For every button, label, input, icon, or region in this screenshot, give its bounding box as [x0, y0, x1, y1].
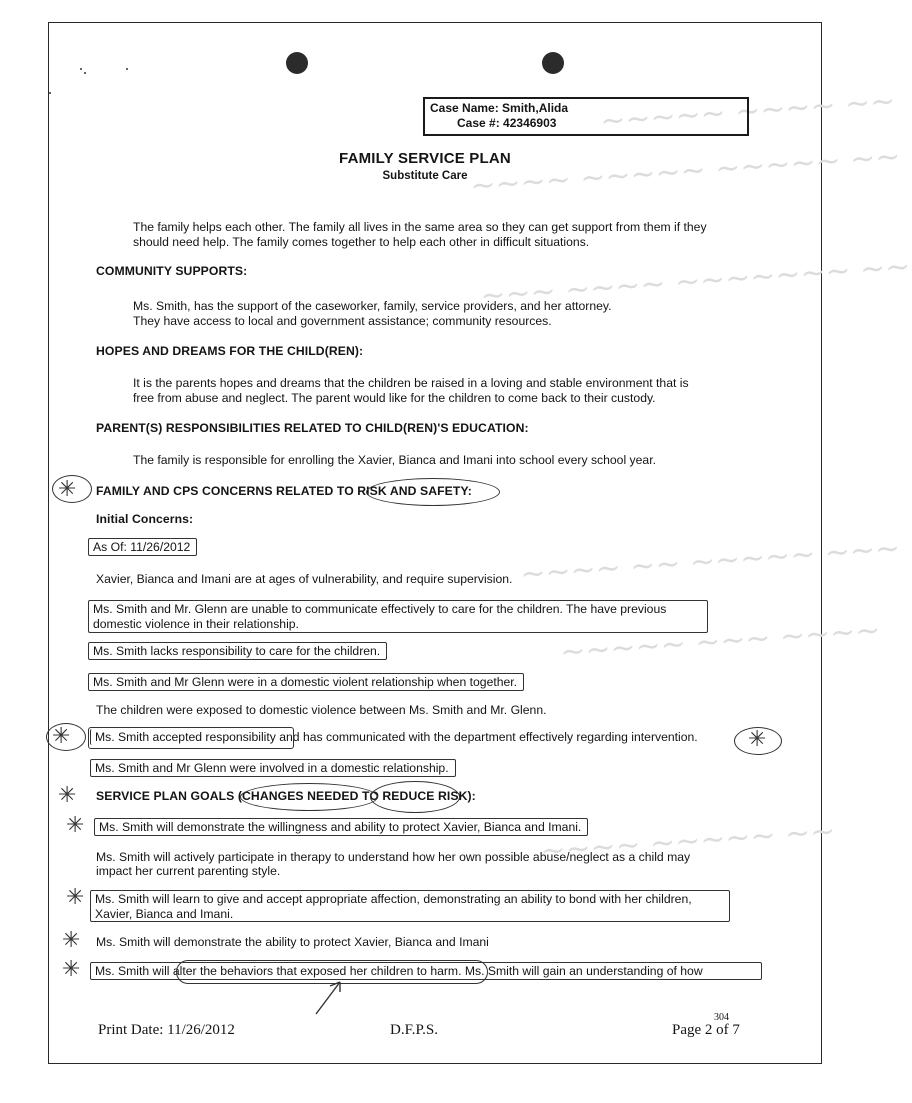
initial-concerns-heading: Initial Concerns:: [96, 512, 194, 526]
hole-punch-right: [542, 52, 564, 74]
concern-5: The children were exposed to domestic violence between Ms. Smith and Mr. Glenn.: [96, 703, 547, 717]
hole-punch-left: [286, 52, 308, 74]
asterisk-mark-icon: ✳: [52, 723, 71, 748]
hand-box-accepted: [88, 727, 294, 749]
asterisk-mark-icon: ✳: [748, 726, 767, 751]
case-info-box: [423, 97, 749, 136]
goal-5-box: Ms. Smith will alter the behaviors that exposed her children to harm. Ms. Smith will gain an understanding of how: [90, 962, 762, 980]
concern-2-line-2: domestic violence in their relationship.: [93, 616, 299, 631]
print-date: Print Date: 11/26/2012: [98, 1022, 235, 1038]
page-number: Page 2 of 7: [672, 1022, 740, 1038]
concerns-heading: FAMILY AND CPS CONCERNS RELATED TO RISK AND SAFETY:: [96, 484, 472, 498]
education-heading: PARENT(S) RESPONSIBILITIES RELATED TO CHILD(REN)'S EDUCATION:: [96, 421, 529, 435]
community-line-1: Ms. Smith, has the support of the caseworker, family, service providers, and her attorney.: [133, 299, 612, 313]
goal-1-box: Ms. Smith will demonstrate the willingness and ability to protect Xavier, Bianca and Imani.: [94, 818, 588, 836]
concern-6: Ms. Smith accepted responsibility and has communicated with the department effectively regarding intervention.: [90, 729, 704, 745]
page-title: FAMILY SERVICE PLAN: [339, 150, 511, 167]
speck: [49, 92, 51, 94]
agency-label: D.F.P.S.: [390, 1022, 438, 1038]
concern-4-box: Ms. Smith and Mr Glenn were in a domestic violent relationship when together.: [88, 673, 524, 691]
concern-2-line-1: Ms. Smith and Mr. Glenn are unable to communicate effectively to care for the children. The have previous: [93, 602, 667, 616]
case-number-value: 42346903: [503, 116, 557, 130]
goal-3-line-1: Ms. Smith will learn to give and accept appropriate affection, demonstrating an ability to bond with her children,: [95, 892, 692, 906]
hand-circle: [52, 475, 92, 503]
as-of-date-box: As Of: 11/26/2012: [88, 538, 197, 556]
hand-circle: [46, 723, 86, 751]
case-number-label: Case #:: [457, 116, 500, 130]
concern-3-box: Ms. Smith lacks responsibility to care for the children.: [88, 642, 387, 660]
asterisk-mark-icon: ✳: [62, 927, 81, 952]
intro-line-2: should need help. The family comes together to help each other in difficult situations.: [133, 235, 590, 249]
bleed-through-handwriting: ~~~ ~~~~ ~~~~~~~ ~~: [479, 249, 912, 314]
speck: [126, 68, 128, 70]
bleed-through-handwriting: ~~~~ ~~~~~ ~~~~~ ~~: [469, 139, 902, 204]
asterisk-mark-icon: ✳: [58, 476, 77, 501]
page-subtitle: Substitute Care: [382, 170, 468, 182]
goal-2-line-1: Ms. Smith will actively participate in therapy to understand how her own possible abuse/neglect as a child may: [96, 850, 691, 864]
bates-stamp: 304: [714, 1012, 729, 1023]
goal-2-line-2: impact her current parenting style.: [96, 864, 281, 878]
goals-heading: SERVICE PLAN GOALS (CHANGES NEEDED TO REDUCE RISK):: [96, 789, 476, 803]
education-line-1: The family is responsible for enrolling the Xavier, Bianca and Imani into school every school year.: [133, 453, 656, 467]
asterisk-mark-icon: ✳: [62, 956, 81, 981]
speck: [80, 68, 82, 70]
bleed-through-handwriting: ~~~~~ ~~~ ~~~~: [559, 612, 882, 671]
goal-4: Ms. Smith will demonstrate the ability to protect Xavier, Bianca and Imani: [96, 935, 489, 949]
hopes-heading: HOPES AND DREAMS FOR THE CHILD(REN):: [96, 344, 364, 358]
goal-3-box: [90, 890, 730, 922]
hopes-line-1: It is the parents hopes and dreams that the children be raised in a loving and stable environment that is: [133, 376, 689, 390]
concern-7-box: Ms. Smith and Mr Glenn were involved in a domestic relationship.: [90, 759, 456, 777]
asterisk-mark-icon: ✳: [58, 782, 77, 807]
concern-1: Xavier, Bianca and Imani are at ages of vulnerability, and require supervision.: [96, 572, 513, 586]
asterisk-mark-icon: ✳: [66, 884, 85, 909]
hand-circle: [734, 727, 782, 755]
case-name-label: Case Name:: [430, 101, 499, 115]
hand-arrow-icon: [310, 978, 350, 1018]
speck: [84, 72, 86, 74]
goal-3-line-2: Xavier, Bianca and Imani.: [95, 906, 234, 921]
hand-circle-reduce: [370, 781, 460, 813]
hopes-line-2: free from abuse and neglect. The parent would like for the children to come back to their custody.: [133, 391, 656, 405]
bleed-through-handwriting: ~~~~ ~~ ~~~~~ ~~~: [519, 530, 902, 593]
community-heading: COMMUNITY SUPPORTS:: [96, 264, 248, 278]
concern-2-box: [88, 600, 708, 633]
intro-line-1: The family helps each other. The family all lives in the same area so they can get support from them if they: [133, 220, 707, 234]
case-name-value: Smith,Alida: [502, 101, 569, 115]
community-line-2: They have access to local and government assistance; community resources.: [133, 314, 552, 328]
hand-circle-risk-safety: [366, 478, 500, 506]
bleed-through-handwriting: ~~~~~ ~~~~ ~~: [599, 83, 897, 140]
asterisk-mark-icon: ✳: [66, 812, 85, 837]
hand-circle-changes-needed: [240, 783, 378, 811]
bleed-through-handwriting: ~~~~ ~~~~~ ~~: [539, 813, 837, 870]
